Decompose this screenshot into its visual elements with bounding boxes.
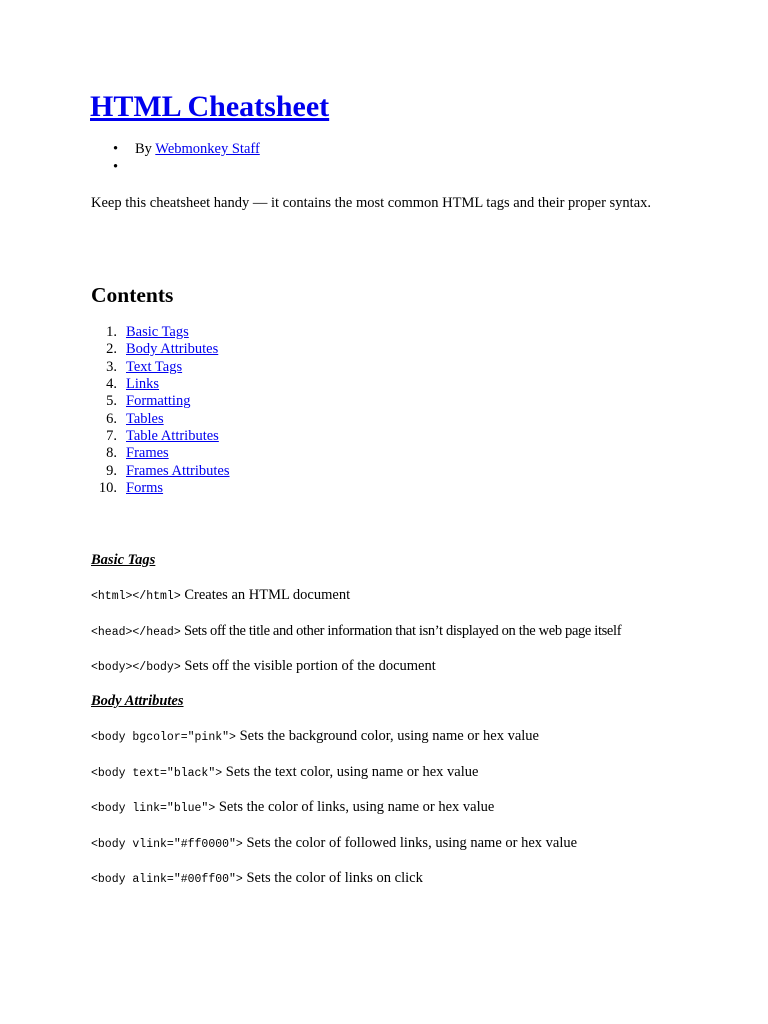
page-title[interactable] bbox=[90, 86, 329, 128]
toc-number: 8. bbox=[106, 445, 117, 462]
entry-description: Sets the color of links, using name or hex value bbox=[215, 799, 495, 815]
entry-head-tag bbox=[91, 622, 621, 642]
toc-link-frames[interactable]: Frames bbox=[126, 445, 169, 462]
toc-number: 6. bbox=[106, 410, 117, 427]
section-heading-basic-tags: Basic Tags bbox=[91, 552, 156, 568]
byline-list bbox=[91, 141, 260, 159]
toc-link-basic-tags[interactable]: Basic Tags bbox=[126, 324, 189, 340]
code-snippet: <html></html> bbox=[91, 590, 181, 603]
code-snippet: <body vlink="#ff0000"> bbox=[91, 838, 243, 851]
entry-body-bgcolor bbox=[91, 727, 539, 747]
toc-item-frames bbox=[91, 445, 391, 462]
entry-body-link bbox=[91, 798, 494, 818]
toc-number: 1. bbox=[106, 324, 117, 340]
page-title-link[interactable]: HTML Cheatsheet bbox=[90, 90, 330, 123]
entry-body-tag bbox=[91, 657, 436, 677]
toc-item-tables bbox=[91, 411, 391, 428]
contents-heading: Contents bbox=[91, 283, 174, 307]
entry-html-tag bbox=[91, 586, 350, 606]
toc-number: 4. bbox=[106, 376, 117, 393]
entry-description: Sets the text color, using name or hex value bbox=[222, 764, 479, 780]
entry-description: Sets the background color, using name or hex value bbox=[235, 728, 539, 744]
code-snippet: <body alink="#00ff00"> bbox=[91, 873, 243, 886]
toc-link-links[interactable]: Links bbox=[126, 376, 160, 393]
toc-number: 7. bbox=[106, 428, 117, 445]
toc-item-table-attributes bbox=[91, 428, 391, 445]
toc-number: 5. bbox=[106, 393, 117, 410]
toc-item-frames-attributes bbox=[91, 463, 391, 480]
code-snippet: <body link="blue"> bbox=[91, 802, 216, 815]
toc-item-links bbox=[91, 376, 391, 393]
entry-description: Sets off the visible portion of the document bbox=[180, 658, 436, 674]
toc-number: 2. bbox=[106, 341, 117, 358]
toc-item-formatting bbox=[91, 393, 391, 410]
code-snippet: <body></body> bbox=[91, 661, 181, 674]
toc-item-forms bbox=[91, 480, 391, 497]
code-snippet: <body text="black"> bbox=[91, 767, 223, 780]
toc-number: 9. bbox=[106, 462, 117, 479]
section-heading-body-attributes: Body Attributes bbox=[91, 693, 184, 709]
table-of-contents bbox=[91, 324, 391, 497]
toc-item-basic-tags bbox=[91, 324, 391, 341]
toc-link-table-attributes[interactable]: Table Attributes bbox=[126, 428, 219, 445]
toc-link-frames-attributes[interactable]: Frames Attributes bbox=[126, 462, 230, 479]
entry-description: Sets the color of followed links, using name or hex value bbox=[242, 835, 578, 851]
entry-description: Sets off the title and other information that isn’t displayed on the web page itself bbox=[180, 623, 622, 639]
entry-body-alink bbox=[91, 869, 423, 889]
toc-link-tables[interactable]: Tables bbox=[126, 410, 164, 427]
entry-description: Creates an HTML document bbox=[180, 587, 351, 603]
toc-number: 3. bbox=[106, 358, 117, 375]
toc-item-text-tags bbox=[91, 359, 391, 376]
code-snippet: <body bgcolor="pink"> bbox=[91, 731, 236, 744]
toc-link-forms[interactable]: Forms bbox=[126, 480, 164, 497]
author-link[interactable]: Webmonkey Staff bbox=[155, 141, 260, 157]
intro-paragraph: Keep this cheatsheet handy — it contains the most common HTML tags and their proper syntax. bbox=[91, 195, 651, 211]
toc-item-body-attributes bbox=[91, 341, 391, 358]
toc-number: 10. bbox=[98, 480, 117, 497]
byline-author-item bbox=[91, 141, 260, 159]
entry-body-text bbox=[91, 763, 478, 783]
toc-link-text-tags[interactable]: Text Tags bbox=[126, 358, 183, 375]
toc-link-body-attributes[interactable]: Body Attributes bbox=[126, 341, 219, 358]
entry-body-vlink bbox=[91, 834, 577, 854]
byline-prefix: By bbox=[135, 141, 156, 157]
code-snippet: <head></head> bbox=[91, 626, 181, 639]
entry-description: Sets the color of links on click bbox=[242, 870, 423, 886]
toc-link-formatting[interactable]: Formatting bbox=[126, 393, 191, 410]
